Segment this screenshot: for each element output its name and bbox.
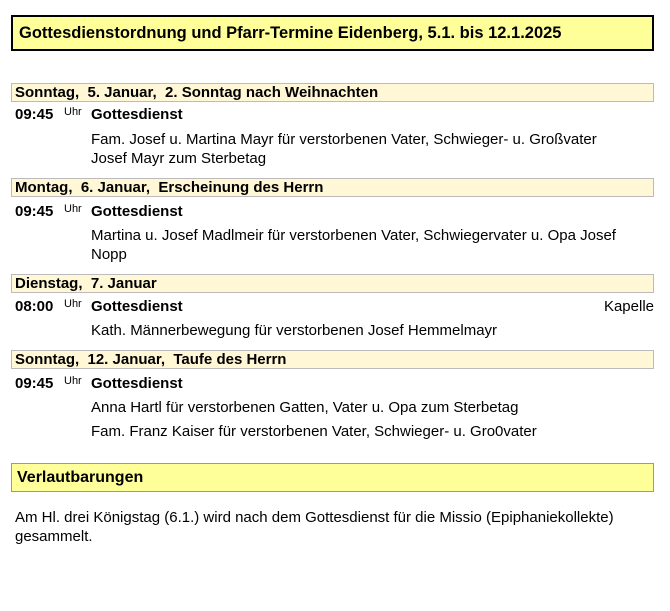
service-title: Gottesdienst — [91, 203, 183, 220]
mass-intention: Fam. Franz Kaiser für verstorbenen Vater, Schwieger- u. Gro0vater — [91, 423, 537, 440]
mass-intention: Anna Hartl für verstorbenen Gatten, Vater u. Opa zum Sterbetag — [91, 399, 519, 416]
mass-intention: Kath. Männerbewegung für verstorbenen Josef Hemmelmayr — [91, 322, 498, 339]
day-header-monday-6: Montag, 6. Januar, Erscheinung des Herrn — [11, 178, 654, 197]
service-title: Gottesdienst — [91, 106, 183, 123]
notices-header: Verlautbarungen — [11, 463, 654, 492]
time-unit: Uhr — [64, 298, 82, 310]
mass-intention: Martina u. Josef Madlmeir für verstorbenen Vater, Schwiegervater u. Opa Josef Nopp — [91, 227, 616, 263]
time-unit: Uhr — [64, 375, 82, 387]
service-title: Gottesdienst — [91, 298, 183, 315]
time-unit: Uhr — [64, 106, 82, 118]
day-header-tuesday-7: Dienstag, 7. Januar — [11, 274, 654, 293]
mass-intention: Fam. Josef u. Martina Mayr für verstorbenen Vater, Schwieger- u. Großvater Josef Mayr zum Sterbetag — [91, 131, 597, 167]
notice-text: Am Hl. drei Königstag (6.1.) wird nach dem Gottesdienst für die Missio (Epiphaniekollekte) gesammelt. — [15, 509, 614, 545]
service-time: 09:45 — [15, 106, 54, 123]
service-time: 09:45 — [15, 375, 54, 392]
day-header-sunday-5: Sonntag, 5. Januar, 2. Sonntag nach Weihnachten — [11, 83, 654, 102]
service-time: 09:45 — [15, 203, 54, 220]
service-location: Kapelle — [603, 298, 654, 315]
service-time: 08:00 — [15, 298, 54, 315]
time-unit: Uhr — [64, 203, 82, 215]
day-header-sunday-12: Sonntag, 12. Januar, Taufe des Herrn — [11, 350, 654, 369]
page-title: Gottesdienstordnung und Pfarr-Termine Eidenberg, 5.1. bis 12.1.2025 — [11, 15, 654, 51]
service-title: Gottesdienst — [91, 375, 183, 392]
